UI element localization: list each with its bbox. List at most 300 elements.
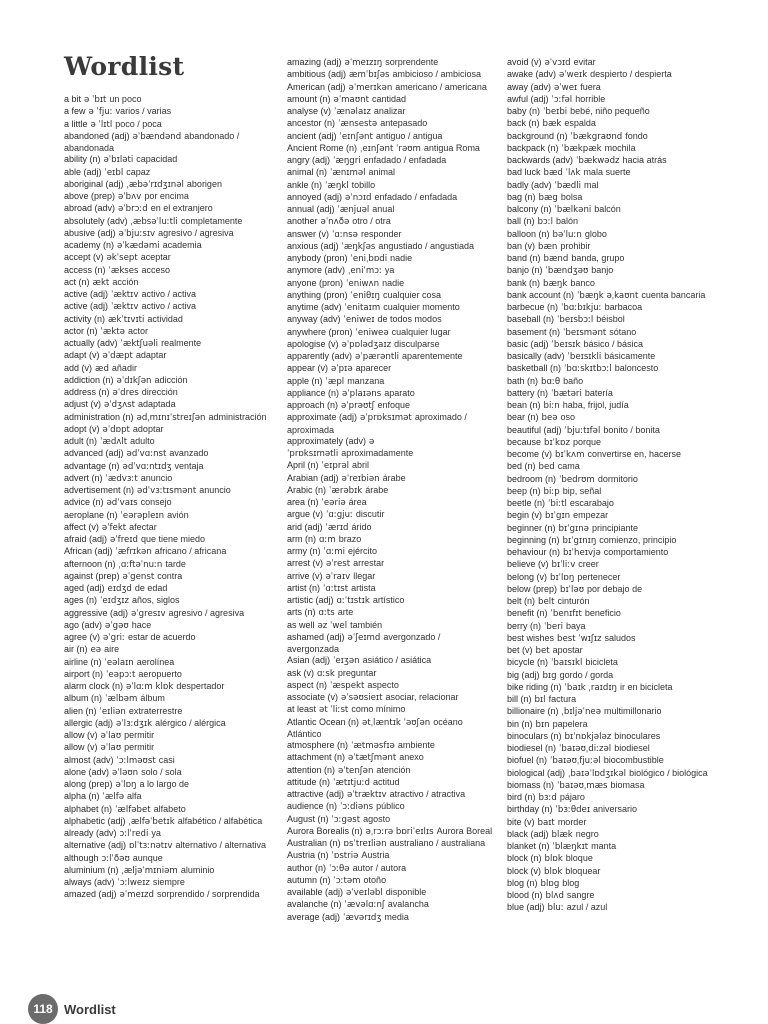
wordlist-entry <box>287 327 493 339</box>
entry-headword: basic (adj) <box>507 338 549 349</box>
entry-translation: bebé, niño pequeño <box>570 106 650 116</box>
entry-headword: arid (adj) <box>287 521 323 532</box>
entry-translation: bicicleta <box>585 657 618 668</box>
entry-translation: empezar <box>573 510 609 521</box>
entry-translation: consejo <box>140 497 172 508</box>
wordlist-entry <box>507 559 713 571</box>
entry-pronunciation: bæg <box>538 192 558 203</box>
wordlist-entry <box>64 644 270 656</box>
entry-pronunciation: ˌeniˈmɔː <box>348 266 382 277</box>
entry-translation: haba, frijol, judía <box>562 400 629 410</box>
entry-pronunciation: eə <box>90 645 102 656</box>
entry-translation: hace <box>131 619 152 630</box>
page-footer <box>28 994 116 1024</box>
entry-headword: adult (n) <box>64 436 98 446</box>
entry-pronunciation: ˈælfəbet <box>115 804 151 815</box>
wordlist-entry <box>507 167 713 179</box>
entry-pronunciation: ˈɒstriə <box>331 851 359 862</box>
wordlist-entry <box>287 704 493 716</box>
entry-pronunciation: ˈɔːgəst <box>331 814 361 825</box>
entry-pronunciation: æmˈbɪʃəs <box>349 70 390 81</box>
entry-pronunciation: ˈbeɪsmənt <box>563 327 607 338</box>
entry-headword: April (n) <box>287 460 319 471</box>
wordlist-entry <box>64 608 270 620</box>
entry-pronunciation: ˈæpl <box>325 376 345 387</box>
wordlist-entry <box>64 424 270 436</box>
wordlist-entry <box>64 718 270 730</box>
entry-pronunciation: əˈlaʊ <box>100 743 122 754</box>
wordlist-entry <box>287 155 493 167</box>
wordlist-entry <box>64 154 270 166</box>
entry-pronunciation: ˈeəlaɪn <box>104 657 134 668</box>
wordlist-entry <box>64 350 270 362</box>
wordlist-entry <box>64 387 270 399</box>
wordlist-entry <box>507 192 713 204</box>
entry-translation: alfa <box>127 791 142 802</box>
entry-translation: actividad <box>147 313 183 324</box>
wordlist-entry <box>64 657 270 669</box>
entry-headword: ban (v) <box>507 240 536 251</box>
wordlist-entry <box>287 740 493 752</box>
wordlist-entry <box>64 840 270 852</box>
entry-pronunciation: bluː <box>547 903 564 914</box>
entry-headword: biodiesel (n) <box>507 743 557 753</box>
entry-pronunciation: bed <box>538 462 555 473</box>
entry-translation: despierto / despierta <box>590 69 672 80</box>
entry-pronunciation: əˈʃeɪmd <box>347 632 381 643</box>
entry-translation: casi <box>158 754 175 765</box>
entry-pronunciation: bəˈluːn <box>552 229 582 240</box>
entry-translation: también <box>350 619 383 630</box>
entry-translation: australiano / australiana <box>389 838 486 848</box>
entry-headword: bank (n) <box>507 277 541 288</box>
entry-headword: afternoon (n) <box>64 558 116 569</box>
entry-translation: arrestar <box>353 558 385 569</box>
wordlist-entry <box>287 229 493 241</box>
wordlist-entry <box>507 327 713 339</box>
entry-pronunciation: əˈprɒksɪmət <box>360 413 412 424</box>
entry-translation: poco / poca <box>115 118 162 129</box>
entry-translation: artista <box>351 582 376 593</box>
entry-translation: atractivo / atractiva <box>389 789 466 799</box>
entry-headword: attractive (adj) <box>287 789 345 799</box>
entry-pronunciation: ɑːsk <box>317 668 335 679</box>
entry-translation: como mínimo <box>351 704 406 715</box>
entry-pronunciation: əˈnɔɪd <box>345 192 372 203</box>
entry-headword: ancestor (n) <box>287 118 336 129</box>
wordlist-column-3 <box>507 57 713 915</box>
entry-headword: advanced (adj) <box>64 448 124 459</box>
entry-headword: anymore (adv) <box>287 265 346 276</box>
entry-headword: adjust (v) <box>64 399 102 410</box>
entry-translation: biomasa <box>610 779 645 790</box>
entry-pronunciation: əz ˈwel <box>317 620 348 631</box>
entry-headword: affect (v) <box>64 521 99 532</box>
entry-headword: believe (v) <box>507 559 549 570</box>
entry-headword: adapt (v) <box>64 350 100 361</box>
entry-pronunciation: əˈbændənd <box>132 131 182 142</box>
entry-translation: cualquier lugar <box>391 326 451 337</box>
wordlist-entry <box>64 228 270 240</box>
entry-pronunciation: ˈbeɪsbɔːl <box>557 315 594 326</box>
entry-headword: biomass (n) <box>507 779 555 790</box>
entry-translation: avión <box>167 509 189 520</box>
wordlist-entry <box>64 706 270 718</box>
entry-pronunciation: bɪg <box>542 670 557 681</box>
entry-translation: banda, grupo <box>571 253 625 263</box>
entry-headword: actually (adv) <box>64 338 118 348</box>
wordlist-entry <box>64 791 270 803</box>
entry-translation: agresivo / agresiva <box>158 227 234 238</box>
entry-translation: cinturón <box>557 596 590 606</box>
entry-headword: back (n) <box>507 118 540 129</box>
entry-pronunciation: əˈreɪbiən <box>341 473 380 484</box>
wordlist-entry <box>287 912 493 924</box>
wordlist-entry <box>287 571 493 583</box>
entry-headword: accept (v) <box>64 252 104 263</box>
entry-headword: airline (n) <box>64 656 102 667</box>
entry-translation: aluminio <box>180 864 215 875</box>
entry-translation: bloquear <box>565 865 601 876</box>
entry-headword: Arabic (n) <box>287 484 327 495</box>
entry-headword: bean (n) <box>507 400 541 410</box>
entry-translation: alérgico / alérgica <box>155 717 226 728</box>
entry-translation: atención <box>376 764 411 775</box>
entry-headword: beginning (n) <box>507 534 560 545</box>
entry-translation: agresivo / agresiva <box>168 607 245 618</box>
entry-headword: ages (n) <box>64 595 98 606</box>
entry-translation: antepasado <box>380 118 428 129</box>
entry-headword: arts (n) <box>287 607 316 618</box>
entry-pronunciation: əˈrest <box>326 559 351 570</box>
entry-headword: backwards (adv) <box>507 155 574 165</box>
entry-translation: de edad <box>134 583 168 593</box>
entry-pronunciation: ˈædʌlt <box>100 437 128 447</box>
entry-headword: anywhere (pron) <box>287 326 353 337</box>
entry-translation: un poco <box>109 94 142 104</box>
entry-translation: ya <box>384 265 395 276</box>
entry-pronunciation: ˈɔːfəl <box>551 94 573 105</box>
entry-pronunciation: əˈdæpt <box>102 351 133 362</box>
wordlist-entry <box>287 899 493 911</box>
entry-headword: bad luck <box>507 167 541 178</box>
entry-headword: behaviour (n) <box>507 547 561 557</box>
entry-translation: negro <box>575 828 599 839</box>
entry-headword: Ancient Rome (n) <box>287 142 358 153</box>
wordlist-entry <box>64 804 270 816</box>
wordlist-entry <box>507 461 713 473</box>
entry-headword: bill (n) <box>507 694 532 704</box>
entry-pronunciation: ədˈvɜːtɪsmənt <box>137 486 197 496</box>
entry-pronunciation: ɔːlˈredi <box>119 829 149 839</box>
entry-headword: available (adj) <box>287 887 344 897</box>
entry-translation: blog <box>562 877 580 888</box>
entry-translation: ya <box>151 828 161 838</box>
entry-pronunciation: ˈeniˌbɒdi <box>350 254 388 264</box>
entry-headword: along (prep) <box>64 779 113 789</box>
entry-headword: Aurora Borealis (n) <box>287 825 363 836</box>
entry-pronunciation: əˈlaʊ <box>100 731 122 741</box>
entry-pronunciation: əˈgəʊ <box>105 620 129 631</box>
entry-pronunciation: bɪˈləʊ <box>560 584 585 595</box>
entry-translation: contra <box>157 570 183 581</box>
entry-translation: por debajo de <box>587 583 643 594</box>
entry-headword: Asian (adj) <box>287 655 331 666</box>
entry-translation: adaptada <box>138 399 176 410</box>
entry-translation: aspecto <box>367 679 399 690</box>
wordlist-entry <box>287 290 493 302</box>
entry-pronunciation: ɑːm <box>319 534 336 545</box>
entry-pronunciation: əˈdʒʌst <box>104 400 136 411</box>
wordlist-entry <box>64 669 270 681</box>
entry-pronunciation: əˈtenʃən <box>338 765 374 776</box>
entry-pronunciation: bɜːd <box>538 793 557 803</box>
entry-translation: anual <box>372 204 395 214</box>
entry-translation: aparentemente <box>402 351 463 361</box>
entry-pronunciation: eɪdʒd <box>107 584 132 594</box>
entry-headword: basement (n) <box>507 326 561 337</box>
entry-headword: block (v) <box>507 865 542 876</box>
entry-pronunciation: əˈdres <box>112 388 139 398</box>
entry-pronunciation: bɪn <box>535 719 550 730</box>
entry-translation: bloque <box>565 853 593 864</box>
entry-pronunciation: belt <box>538 597 555 607</box>
entry-translation: ambicioso / ambiciosa <box>392 69 482 80</box>
wordlist-entry <box>64 191 270 203</box>
entry-pronunciation: blɒk <box>544 854 563 865</box>
entry-translation: extraterrestre <box>128 705 183 716</box>
wordlist-entry <box>287 339 493 351</box>
wordlist-entry <box>507 351 713 363</box>
entry-translation: evitar <box>573 57 596 67</box>
entry-pronunciation: baɪt <box>537 817 555 828</box>
wordlist-entry <box>64 240 270 252</box>
entry-translation: comienzo, principio <box>599 534 677 545</box>
wordlist-entry <box>64 632 270 644</box>
entry-translation: manta <box>591 841 617 851</box>
entry-headword: beep (n) <box>507 485 541 496</box>
entry-headword: airport (n) <box>64 668 104 679</box>
wordlist-entry <box>507 682 713 694</box>
entry-headword: aspect (n) <box>287 679 328 690</box>
entry-translation: agosto <box>363 813 391 824</box>
wordlist-entry <box>507 743 713 755</box>
wordlist-entry <box>287 192 493 204</box>
entry-pronunciation: ˈeəriə <box>321 498 346 508</box>
wordlist-entry <box>64 412 270 424</box>
wordlist-entry <box>287 167 493 179</box>
wordlist-entry <box>507 425 713 437</box>
entry-headword: absolutely (adv) <box>64 215 128 226</box>
page-title: Wordlist <box>64 52 185 81</box>
wordlist-entry <box>64 106 270 118</box>
entry-translation: capacidad <box>136 154 178 165</box>
entry-translation: abandonado / abandonada <box>64 130 240 153</box>
entry-headword: anything (pron) <box>287 289 348 300</box>
entry-pronunciation: ˈbenɪfɪt <box>550 609 582 620</box>
entry-translation: pájaro <box>559 792 585 802</box>
wordlist-entry <box>507 510 713 522</box>
entry-translation: en el extranjero <box>150 203 213 214</box>
wordlist-entry <box>287 118 493 130</box>
wordlist-entry <box>507 670 713 682</box>
wordlist-entry <box>287 717 493 741</box>
entry-headword: biological (adj) <box>507 767 566 778</box>
entry-pronunciation: bɪˈgɪnɪŋ <box>562 535 597 546</box>
entry-translation: sótano <box>609 326 637 337</box>
entry-pronunciation: ˈbaɪəʊˌfjuːəl <box>550 756 601 767</box>
entry-translation: antiguo / antigua <box>375 130 443 141</box>
wordlist-entry <box>507 449 713 461</box>
entry-translation: árabe <box>365 484 389 495</box>
entry-headword: active (adj) <box>64 301 109 312</box>
entry-headword: advertisement (n) <box>64 485 135 495</box>
entry-translation: básicamente <box>604 351 656 361</box>
entry-headword: alphabet (n) <box>64 803 113 814</box>
entry-translation: avalancha <box>387 899 429 910</box>
entry-headword: bike riding (n) <box>507 681 562 692</box>
entry-translation: dormitorio <box>597 473 638 484</box>
entry-translation: mochila <box>604 142 636 153</box>
wordlist-entry <box>64 767 270 779</box>
wordlist-column-1 <box>64 94 270 902</box>
entry-headword: always (adv) <box>64 877 115 887</box>
wordlist-entry <box>64 816 270 828</box>
entry-translation: autor / autora <box>352 862 407 873</box>
entry-headword: berry (n) <box>507 620 542 631</box>
wordlist-entry <box>507 388 713 400</box>
entry-headword: access (n) <box>64 264 106 275</box>
wordlist-entry <box>507 339 713 351</box>
entry-headword: away (adv) <box>507 81 552 92</box>
entry-translation: disponible <box>385 887 427 897</box>
entry-headword: bath (n) <box>507 375 539 386</box>
entry-pronunciation: ˌbaɪəˈlɒdʒɪkəl <box>568 768 627 779</box>
entry-translation: acción <box>112 276 139 287</box>
entry-translation: biológico / biológica <box>629 767 708 778</box>
entry-headword: bet (v) <box>507 645 533 655</box>
entry-translation: por encima <box>144 191 189 201</box>
entry-translation: árido <box>351 521 372 532</box>
entry-headword: author (n) <box>287 862 327 873</box>
entry-headword: able (adj) <box>64 166 102 177</box>
entry-translation: preguntar <box>337 667 377 678</box>
entry-pronunciation: ˈeɪliən <box>99 706 126 717</box>
entry-translation: actitud <box>372 776 400 787</box>
entry-headword: aboriginal (adj) <box>64 178 124 189</box>
entry-translation: manzana <box>347 375 385 386</box>
entry-pronunciation: ədˈvɑːntɪdʒ <box>122 461 172 472</box>
wordlist-entry <box>287 180 493 192</box>
entry-headword: awful (adj) <box>507 93 549 104</box>
entry-headword: banjo (n) <box>507 265 543 276</box>
entry-pronunciation: ədˌmɪnɪˈstreɪʃən <box>136 412 206 423</box>
entry-pronunciation: əˈpɒlədʒaɪz <box>341 339 392 350</box>
footer-label: Wordlist <box>64 1001 116 1017</box>
wordlist-entry <box>287 376 493 388</box>
entry-pronunciation: əˈweɪ <box>554 82 578 93</box>
entry-headword: advice (n) <box>64 497 104 508</box>
entry-headword: administration (n) <box>64 411 134 422</box>
wordlist-entry <box>507 265 713 277</box>
entry-translation: sorprendido / sorprendida <box>157 889 260 900</box>
wordlist-entry <box>507 804 713 816</box>
entry-headword: blog (n) <box>507 877 538 888</box>
entry-pronunciation: ˈænɪməl <box>330 168 366 179</box>
wordlist-entry <box>64 473 270 485</box>
entry-headword: almost (adv) <box>64 754 114 765</box>
entry-pronunciation: ˈɑːgjuː <box>326 510 353 521</box>
wordlist-entry <box>64 461 270 473</box>
entry-headword: bedroom (n) <box>507 473 557 484</box>
entry-translation: sorprendente <box>385 57 439 67</box>
entry-translation: Austria <box>361 850 390 861</box>
entry-pronunciation: əˈtræktɪv <box>347 790 387 800</box>
wordlist-entry <box>64 265 270 277</box>
entry-translation: cualquier momento <box>383 302 460 312</box>
wordlist-entry <box>507 82 713 94</box>
wordlist-entry <box>64 620 270 632</box>
wordlist-entry <box>64 853 270 865</box>
wordlist-entry <box>507 253 713 265</box>
wordlist-entry <box>507 706 713 718</box>
entry-translation: biodiesel <box>614 743 650 753</box>
entry-pronunciation: əˈgenst <box>122 571 155 582</box>
wordlist-entry <box>287 412 493 436</box>
entry-translation: angustiado / angustiada <box>378 240 474 251</box>
entry-headword: another <box>287 216 318 227</box>
wordlist-entry <box>507 792 713 804</box>
entry-translation: avergonzado / avergonzada <box>287 631 441 654</box>
wordlist-entry <box>64 203 270 215</box>
wordlist-entry <box>64 828 270 840</box>
entry-headword: apparently (adv) <box>287 351 353 361</box>
entry-headword: belong (v) <box>507 571 548 582</box>
entry-headword: black (adj) <box>507 828 549 839</box>
entry-pronunciation: ˈeəpɔːt <box>106 669 136 680</box>
wordlist-entry <box>64 595 270 607</box>
entry-pronunciation: ˈbætəri <box>551 388 582 399</box>
entry-translation: batería <box>584 387 613 398</box>
entry-translation: de todos modos <box>377 314 442 325</box>
entry-translation: cualquier cosa <box>382 289 441 300</box>
entry-translation: beneficio <box>584 608 621 619</box>
wordlist-entry <box>507 229 713 241</box>
entry-headword: belt (n) <box>507 596 536 606</box>
entry-translation: azul / azul <box>566 902 608 913</box>
entry-translation: área <box>348 497 367 507</box>
entry-headword: birthday (n) <box>507 804 553 815</box>
entry-pronunciation: ˈbɑːbɪkjuː <box>561 303 602 313</box>
wordlist-entry <box>287 460 493 472</box>
entry-pronunciation: ˈeɪbl <box>104 167 124 178</box>
entry-translation: avanzado <box>169 448 209 459</box>
entry-translation: sangre <box>566 890 595 900</box>
entry-translation: academia <box>162 240 202 250</box>
entry-headword: ashamed (adj) <box>287 631 345 642</box>
wordlist-entry <box>64 559 270 571</box>
entry-pronunciation: blɒk <box>544 866 563 877</box>
entry-pronunciation: biːn <box>543 401 560 411</box>
entry-pronunciation: ˈeniweə <box>355 327 389 338</box>
entry-translation: hacia atrás <box>622 155 667 165</box>
entry-pronunciation: ˈbækpæk <box>561 143 602 154</box>
wordlist-entry <box>287 558 493 570</box>
entry-headword: against (prep) <box>64 570 120 581</box>
entry-translation: comportamiento <box>603 547 669 557</box>
entry-headword: awake (adv) <box>507 69 557 80</box>
entry-translation: activo / activa <box>141 289 196 299</box>
